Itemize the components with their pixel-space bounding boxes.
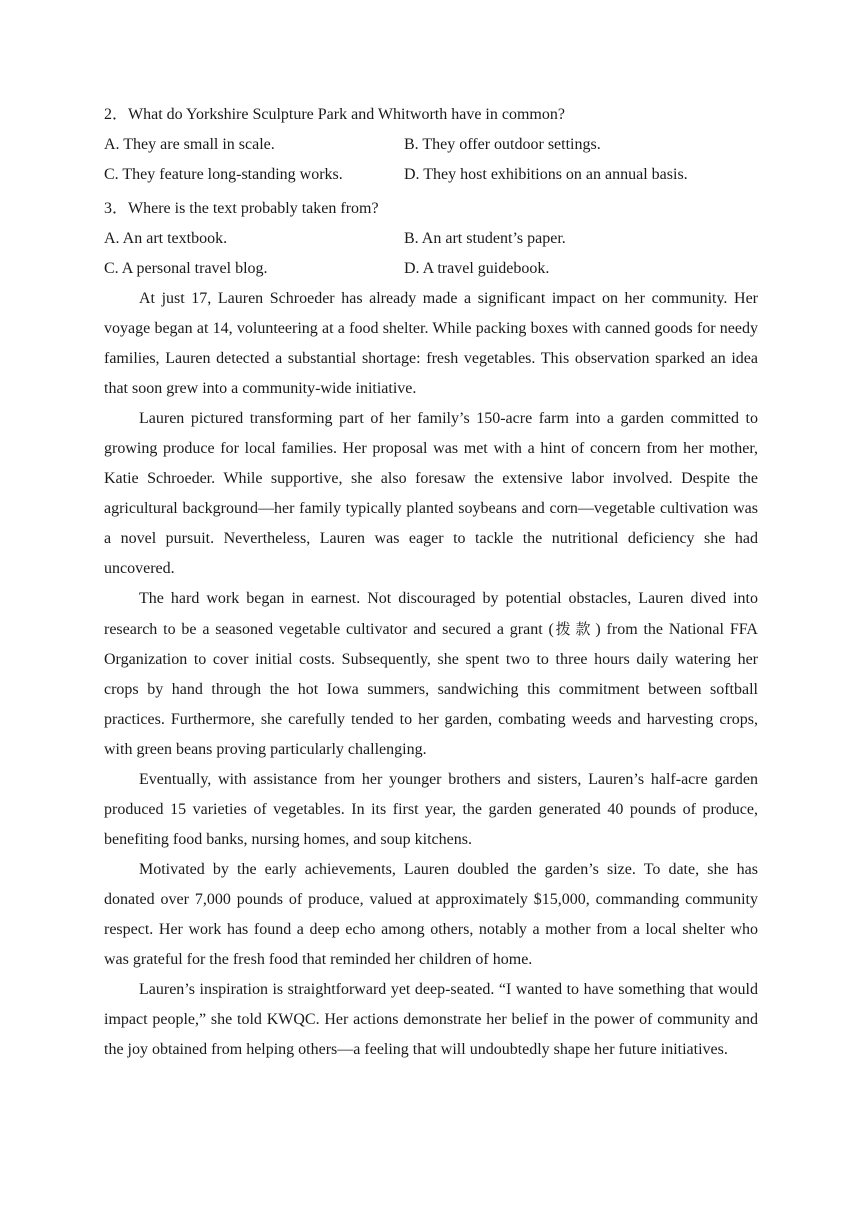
- passage-paragraph-1: At just 17, Lauren Schroeder has already made a significant impact on her community. Her voyage began at 14, volunteering at a food shelter. While packing boxes with canned goods for needy families, Lauren detected a substantial shortage: fresh vegetables. This observation sparked an idea that soon grew into a community-wide initiative.: [104, 290, 758, 397]
- question-2-options-row-2: [104, 160, 758, 190]
- passage-paragraph-2: Lauren pictured transforming part of her family’s 150-acre farm into a garden committed to growing produce for local families. Her proposal was met with a hint of concern from her mother, Katie Schroeder. While supportive, she also foresaw the extensive labor involved. Despite the agricultural background—her family typically planted soybeans and corn—vegetable cultivation was a novel pursuit. Nevertheless, Lauren was eager to tackle the nutritional deficiency she had uncovered.: [104, 410, 758, 577]
- passage-paragraph-4: Eventually, with assistance from her younger brothers and sisters, Lauren’s half-acre garden produced 15 varieties of vegetables. In its first year, the garden generated 40 pounds of produce, benefiting food banks, nursing homes, and soup kitchens.: [104, 771, 758, 848]
- question-3-options-row-1: [104, 224, 758, 254]
- document-content: [104, 100, 758, 1065]
- question-3-option-d: D. A travel guidebook.: [404, 260, 550, 277]
- question-2-option-c: C. They feature long-standing works.: [104, 166, 343, 183]
- question-3-option-b: B. An art student’s paper.: [404, 230, 566, 247]
- passage-paragraph-5: Motivated by the early achievements, Lauren doubled the garden’s size. To date, she has donated over 7,000 pounds of produce, valued at approximately $15,000, commanding community respect. Her work has found a deep echo among others, notably a mother from a local shelter who was grateful for the fresh food that reminded her children of home.: [104, 861, 758, 968]
- paragraph-3-text-after: ) from the National FFA Organization to cover initial costs. Subsequently, she spent two to three hours daily watering her crops by hand through the hot Iowa summers, sandwiching this commitment between softball practices. Furthermore, she carefully tended to her garden, combating weeds and harvesting crops, with green beans proving particularly challenging.: [104, 621, 758, 758]
- question-2-option-d: D. They host exhibitions on an annual basis.: [404, 166, 688, 183]
- question-2-stem: 2．What do Yorkshire Sculpture Park and Whitworth have in common?: [104, 106, 565, 123]
- question-2-options-row-1: [104, 130, 758, 160]
- grant-gloss: 拨款: [553, 620, 596, 638]
- question-3-option-a: A. An art textbook.: [104, 230, 228, 247]
- question-2-option-b: B. They offer outdoor settings.: [404, 136, 601, 153]
- passage-paragraph-6: Lauren’s inspiration is straightforward yet deep-seated. “I wanted to have something that would impact people,” she told KWQC. Her actions demonstrate her belief in the power of community and the joy obtained from helping others—a feeling that will undoubtedly shape her future initiatives.: [104, 981, 758, 1058]
- question-3-stem: 3．Where is the text probably taken from?: [104, 200, 379, 217]
- paragraph-3-text-before: The hard work began in earnest. Not discouraged by potential obstacles, Lauren dived into research to be a seasoned vegetable cultivator and secured a grant (: [104, 590, 758, 638]
- passage-paragraph-3: [104, 584, 758, 765]
- question-3-options-row-2: [104, 254, 758, 284]
- question-3-option-c: C. A personal travel blog.: [104, 260, 268, 277]
- question-2-option-a: A. They are small in scale.: [104, 136, 275, 153]
